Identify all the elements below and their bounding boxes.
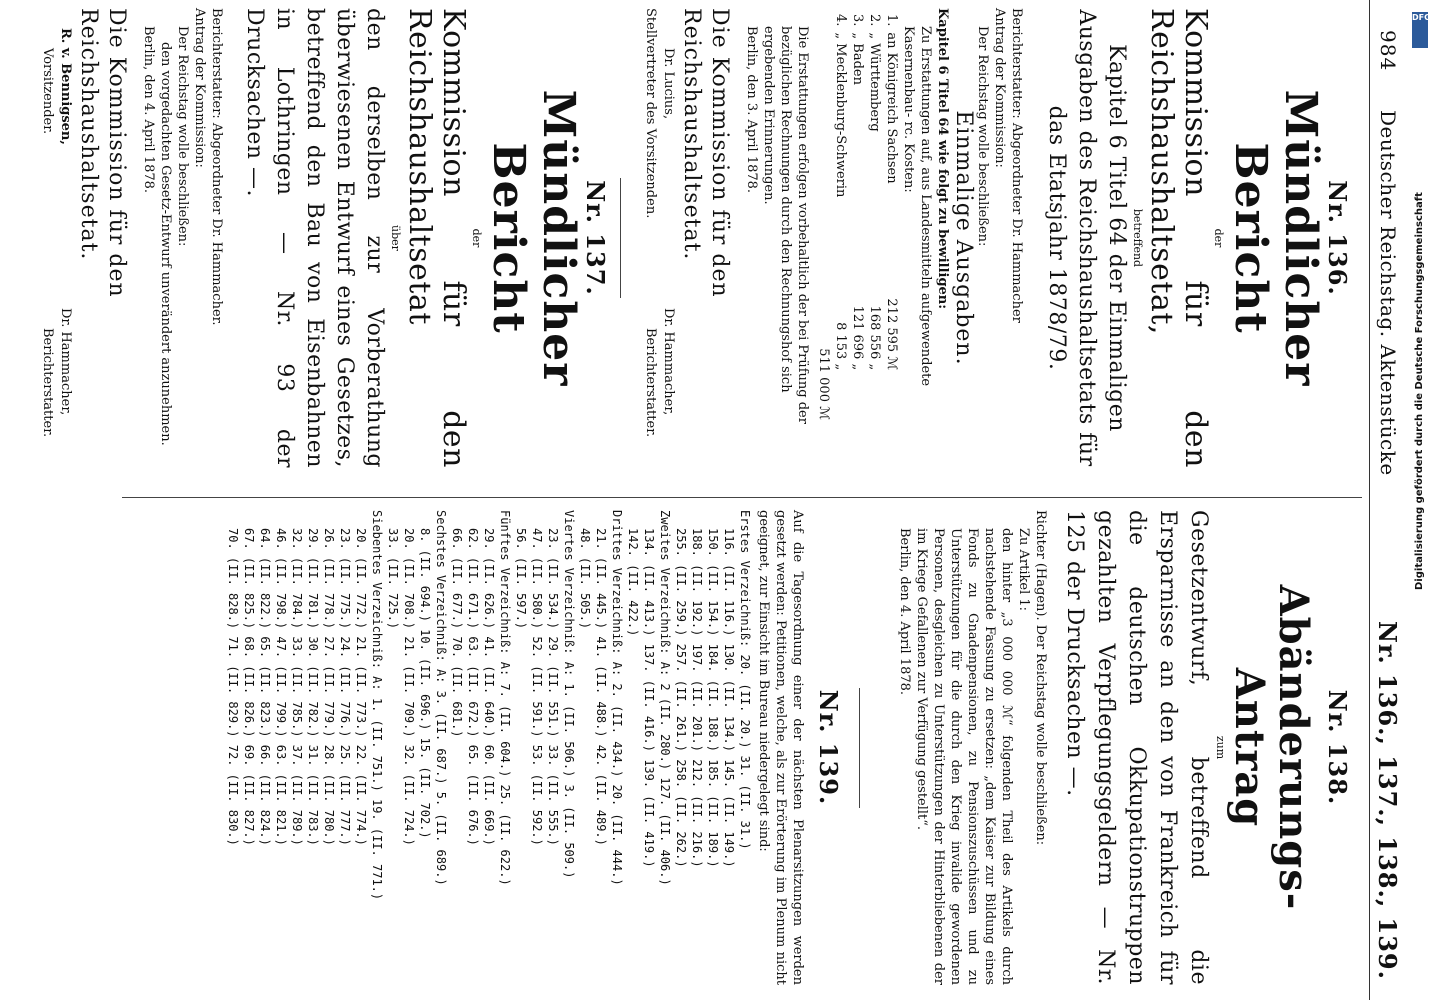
amount-table: [832, 14, 900, 376]
header-document-numbers: Nr. 136., 137., 138., 139.: [1373, 620, 1402, 980]
dfg-logo: DFG: [1412, 12, 1428, 48]
der-word: der: [1212, 228, 1225, 248]
list-row: 134. (II. 413.) 137. (II. 416.) 139. (II. 419.): [642, 528, 656, 868]
doc-subject: den derselben zur Vorberathung überwiesenen Entwurf eines Gesetzes, betreffend den Bau von Eisenbahnen in Lothringen — Nr. 93 der Drucksachen —.: [242, 8, 387, 468]
antrag-line: Antrag der Kommission:: [992, 8, 1007, 168]
signature-left-name: Dr. Lucius,: [661, 48, 676, 120]
item-number: 3.: [850, 14, 865, 27]
rapporteur-line: Berichterstatter: Abgeordneter Dr. Hammacher.: [209, 8, 224, 326]
running-header: [1369, 0, 1404, 1000]
list-row: 47. (II. 580.) 52. (II. 591.) 53. (II. 592.): [530, 528, 544, 846]
resolution-text: den vorgedachten Gesetz-Entwurf unverändert anzunehmen.: [158, 42, 173, 446]
mover-line: Richter (Hagen). Der Reichstag wolle beschließen:: [1033, 510, 1048, 846]
list-row: 32. (II. 784.) 33. (II. 785.) 37. (II. 789.): [290, 528, 304, 846]
list-row: 29. (II. 626.) 41. (II. 640.) 60. (II. 669.): [482, 528, 496, 846]
commission-title: Kommission für den Reichshaushaltsetat: [402, 8, 471, 468]
kapitel-continuation: Zu Erstattungen auf, aus Landesmitteln aufgewendete Kasernenbau- rc. Kosten:: [901, 26, 933, 387]
item-amount: 212 595 ℳ: [884, 298, 899, 371]
list-label: Sechstes Verzeichniß: A: 3. (II. 687.) 5. (II. 689.): [434, 510, 448, 886]
signature-role-row: [641, 8, 659, 468]
list-row: 64. (II. 822.) 65. (II. 823.) 66. (II. 824.): [258, 528, 272, 846]
doc-date: Berlin, den 4. April 1878.: [897, 528, 912, 696]
item-amount: 121 696 „: [850, 305, 865, 371]
doc-number: Nr. 138.: [1323, 689, 1352, 806]
list-row: 23. (II. 534.) 29. (II. 551.) 33. (II. 555.): [546, 528, 560, 846]
doc-subject: Kapitel 6 Titel 64 der Einmaligen Ausgaben des Reichshaushaltsetats für das Etatsjahr 1878/79.: [1044, 9, 1129, 467]
left-column: [38, 8, 1362, 468]
document-138: [896, 510, 1352, 985]
beschliessen-line: Der Reichstag wolle beschließen:: [175, 26, 190, 247]
beschliessen-line: Der Reichstag wolle beschließen:: [975, 26, 990, 247]
list-row: 21. (II. 445.) 41. (II. 488.) 42. (II. 489.): [594, 528, 608, 846]
column-divider: [122, 497, 1362, 498]
signature-left-role: Vorsitzender.: [40, 48, 55, 135]
list-item: [577, 510, 625, 985]
signature-right-role: Berichterstatter.: [643, 328, 658, 438]
list-row: 142. (II. 422.): [626, 528, 640, 637]
amount-total: 511 000 ℳ: [816, 348, 831, 420]
list-row: 62. (II. 671.) 63. (II. 672.) 65. (II. 676.): [466, 528, 480, 846]
list-label: Zweites Verzeichniß: A: 2 (II. 280.) 127. (II. 406.): [658, 510, 672, 886]
table-row: [866, 14, 883, 376]
antrag-line: Antrag der Kommission:: [192, 8, 207, 168]
table-row: [832, 14, 849, 376]
doc-number: Nr. 139.: [814, 689, 843, 806]
list-label: Siebentes Verzeichniß: A: 1. (II. 751.) 19. (II. 771.): [370, 510, 384, 901]
der-word: der: [470, 228, 483, 248]
kapitel-line: Kapitel 6 Titel 64 wie folgt zu bewilligen:: [935, 8, 950, 310]
signature-row: [56, 8, 74, 468]
list-row: 33. (II. 725.): [386, 528, 400, 630]
signature-left-role: Stellvertreter des Vorsitzenden.: [643, 8, 658, 219]
item-recipient: „ Baden: [850, 32, 865, 85]
commission-footer: Die Kommission für den Reichshaushaltsetat.: [76, 8, 129, 298]
doc-date: Berlin, den 3. April 1878.: [744, 26, 759, 194]
document-136: [641, 8, 1352, 468]
rapporteur-line: Berichterstatter: Abgeordneter Dr. Hammacher: [1009, 8, 1024, 323]
list-label: Fünftes Verzeichniß: A: 7. (II. 604.) 25. (II. 622.): [498, 510, 512, 886]
artikel-line: Zu Artikel 1:: [1016, 528, 1031, 612]
item-recipient: „ Mecklenburg-Schwerin: [833, 32, 848, 198]
funding-credit: [1410, 10, 1430, 990]
doc-heading: Mündlicher Bericht: [1225, 89, 1326, 387]
list-row: 46. (II. 798.) 47. (II. 799.) 63. (II. 821.): [274, 528, 288, 846]
list-row: 8. (II. 694.) 10. (II. 696.) 15. (II. 702.): [418, 528, 432, 839]
header-title: Deutscher Reichstag. Aktenstücke: [1376, 110, 1400, 476]
list-row: 255. (II. 259.) 257. (II. 261.) 258. (II. 262.): [674, 528, 688, 868]
doc-date: Berlin, den 4. April 1878.: [141, 26, 156, 194]
reservation-note: Die Erstattungen erfolgen vorbehaltlich der bei Prüfung der bezüglichen Rechnungen durch den Rechnungshof sich ergebenden Erinnerungen.: [761, 26, 810, 424]
item-amount: 8 153 „: [833, 322, 848, 371]
petition-lists: [225, 510, 753, 985]
list-row: 66. (II. 677.) 70. (II. 681.): [450, 528, 464, 738]
credit-text: Digitalisierung gefördert durch die Deutsche Forschungsgemeinschaft: [1414, 192, 1425, 590]
signature-right-name: Dr. Hammacher,: [58, 308, 73, 416]
commission-title: Kommission für den Reichshaushaltsetat,: [1144, 8, 1213, 468]
list-row: 23. (II. 775.) 24. (II. 776.) 25. (II. 777.): [338, 528, 352, 846]
item-recipient: „ Württemberg: [867, 32, 882, 132]
list-row: 20. (II. 772.) 21. (II. 773.) 22. (II. 774.): [354, 528, 368, 846]
list-row: 150. (II. 154.) 184. (II. 188.) 185. (II. 189.): [706, 528, 720, 868]
signature-role-row: [38, 8, 56, 468]
list-row: 48. (II. 505.): [578, 528, 592, 630]
betreffend-word: betreffend: [1131, 208, 1144, 268]
doc-number: Nr. 137.: [581, 180, 610, 296]
list-row: 29. (II. 781.) 30. (II. 782.) 31. (II. 783.): [306, 528, 320, 846]
zum-word: zum: [1214, 735, 1227, 760]
table-row: [883, 14, 900, 376]
list-item: [625, 510, 673, 985]
signature-row: [659, 8, 677, 468]
list-row: 67. (II. 825.) 68. (II. 826.) 69. (II. 827.): [242, 528, 256, 846]
doc-subject: Gesetzentwurf, betreffend die Ersparnisse an den von Frankreich für die deutschen Okkupationstruppen gezahlten Verpflegungsgeldern — Nr. 125 der Drucksachen —.: [1062, 510, 1211, 985]
amendment-text: den hinter „3 000 000 ℳ“ folgenden Theil des Artikels durch nachstehende Fassung zu ersetzen: „dem Kaiser zur Bildung eines Fonds zu Gnadenpensionen, zu Pensionszuschüssen und zu Unterstützungen für die durch den Krieg invalide gewordenen Personen, desgleichen zu Unterstützungen der Hinterbliebenen der im Kriege Gefallenen zur Verfügung gestellt“.: [914, 528, 1014, 985]
list-row: 26. (II. 778.) 27. (II. 779.) 28. (II. 780.): [322, 528, 336, 846]
item-recipient: an Königreich Sachsen: [884, 32, 899, 184]
list-item: [385, 510, 449, 985]
document-139: [225, 510, 843, 985]
item-number: 1.: [884, 14, 899, 27]
signature-right-name: Dr. Hammacher,: [661, 308, 676, 416]
list-row: 188. (II. 192.) 197. (II. 201.) 212. (II. 216.): [690, 528, 704, 868]
list-label: Erstes Verzeichniß: 20. (II. 20.) 31. (II. 31.): [738, 510, 752, 850]
doc-heading: Abänderungs-Antrag: [1226, 584, 1317, 911]
doc-heading: Mündlicher Bericht: [483, 89, 584, 387]
list-item: [449, 510, 513, 985]
doc-number: Nr. 136.: [1323, 180, 1352, 296]
right-column: [225, 510, 1362, 985]
table-row: [849, 14, 866, 376]
signature-left-name: R. v. Bennigsen,: [58, 28, 73, 145]
item-number: 2.: [867, 14, 882, 27]
ueber-word: über: [389, 225, 402, 251]
list-row: 56. (II. 597.): [514, 528, 528, 630]
commission-footer: Die Kommission für den Reichshaushaltsetat.: [679, 8, 732, 298]
list-item: [513, 510, 577, 985]
list-item: [225, 510, 385, 985]
list-item: [673, 510, 753, 985]
item-amount: 168 556 „: [867, 305, 882, 371]
separator-rule: [859, 688, 860, 808]
list-row: 20. (II. 708.) 21. (II. 709.) 32. (II. 724.): [402, 528, 416, 846]
separator-rule: [620, 178, 621, 298]
page-number: 984: [1376, 30, 1400, 72]
list-row: 116. (II. 116.) 130. (II. 134.) 145. (II. 149.): [722, 528, 736, 868]
agenda-intro: Auf die Tagesordnung einer der nächsten Plenarsitzungen werden gesetzt werden: Petitionen, welche, als zur Erörterung im Plenum nicht geeignet, zur Einsicht im Bureau niedergelegt sind:: [756, 510, 805, 985]
item-number: 4.: [833, 14, 848, 27]
document-137: [38, 8, 610, 468]
list-label: Drittes Verzeichniß: A: 2. (II. 434.) 20. (II. 444.): [610, 510, 624, 886]
section-heading: Einmalige Ausgaben.: [951, 110, 976, 366]
list-label: Viertes Verzeichniß: A: 1. (II. 506.) 3. (II. 509.): [562, 510, 576, 879]
signature-right-role: Berichterstatter.: [40, 328, 55, 438]
list-row: 70. (II. 828.) 71. (II. 829.) 72. (II. 830.): [226, 528, 240, 846]
